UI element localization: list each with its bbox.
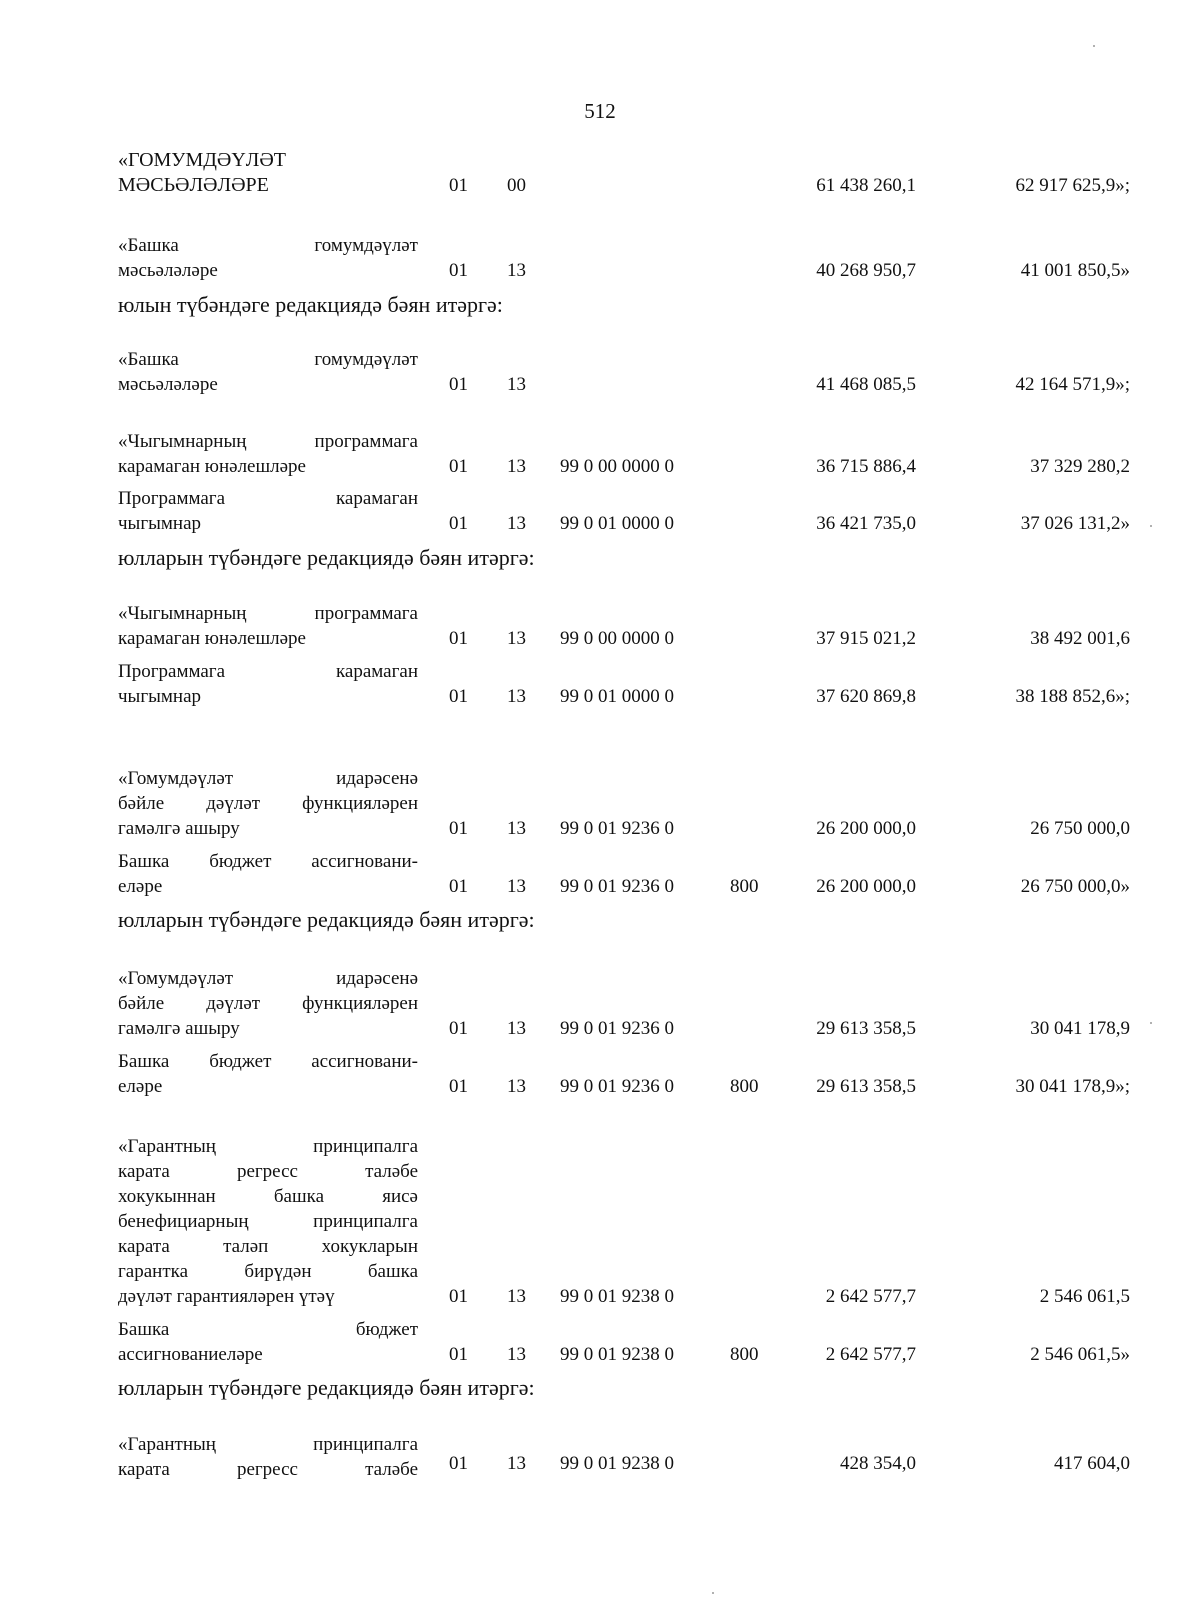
target-article: 99 0 00 0000 0 — [560, 628, 674, 649]
row-name: «Гомумдәүләт идарәсенә бәйле дәүләт функцияләрен гамәлгә ашыру — [118, 968, 418, 1039]
instruction-text: юлларын түбәндәге редакциядә бәян итәргә: — [118, 1375, 535, 1400]
amount-year-1: 2 642 577,7 — [825, 1344, 916, 1365]
amount-year-1: 41 468 085,5 — [816, 374, 916, 395]
amount-year-1: 37 620 869,8 — [816, 686, 916, 707]
scan-speck — [1150, 525, 1152, 527]
scan-speck — [1093, 45, 1095, 47]
instruction-text: юлын түбәндәге редакциядә бәян итәргә: — [118, 292, 503, 317]
subsection-code: 13 — [507, 628, 526, 649]
target-article: 99 0 01 9236 0 — [560, 818, 674, 839]
amount-year-1: 26 200 000,0 — [816, 876, 916, 897]
amount-year-1: 428 354,0 — [840, 1453, 916, 1474]
amount-year-2: 30 041 178,9»; — [1015, 1076, 1130, 1097]
budget-row — [118, 601, 1130, 651]
budget-row — [118, 1432, 1130, 1482]
row-name: «ГОМУМДӘҮЛӘТ МӘСЬӘЛӘЛӘРЕ — [118, 149, 286, 196]
target-article: 99 0 01 9236 0 — [560, 1018, 674, 1039]
row-name: Башка бюджет ассигнованиеләре — [118, 1319, 418, 1365]
target-article: 99 0 00 0000 0 — [560, 456, 674, 477]
target-article: 99 0 01 0000 0 — [560, 686, 674, 707]
section-code: 01 — [449, 686, 468, 707]
amount-year-1: 2 642 577,7 — [825, 1286, 916, 1307]
section-code: 01 — [449, 1076, 468, 1097]
amount-year-1: 36 715 886,4 — [816, 456, 916, 477]
subsection-code: 13 — [507, 456, 526, 477]
budget-row — [118, 966, 1130, 1041]
subsection-code: 13 — [507, 1453, 526, 1474]
row-name: «Башка гомумдәүләт мәсьәләләре — [118, 349, 418, 395]
target-article: 99 0 01 9236 0 — [560, 876, 674, 897]
section-code: 01 — [449, 818, 468, 839]
row-name: Башка бюджет ассигновани- еләре — [118, 851, 418, 897]
budget-row — [118, 1317, 1130, 1367]
amount-year-1: 40 268 950,7 — [816, 260, 916, 281]
target-article: 99 0 01 9236 0 — [560, 1076, 674, 1097]
amount-year-1: 29 613 358,5 — [816, 1018, 916, 1039]
subsection-code: 13 — [507, 1286, 526, 1307]
section-code: 01 — [449, 260, 468, 281]
section-code: 01 — [449, 374, 468, 395]
budget-row — [118, 766, 1130, 841]
amount-year-2: 42 164 571,9»; — [1015, 374, 1130, 395]
section-code: 01 — [449, 1286, 468, 1307]
instruction-text: юлларын түбәндәге редакциядә бәян итәргә: — [118, 545, 535, 570]
subsection-code: 13 — [507, 1018, 526, 1039]
row-name: Программага карамаган чыгымнар — [118, 661, 418, 707]
subsection-code: 13 — [507, 818, 526, 839]
target-article: 99 0 01 0000 0 — [560, 513, 674, 534]
section-code: 01 — [449, 628, 468, 649]
subsection-code: 13 — [507, 260, 526, 281]
amount-year-1: 29 613 358,5 — [816, 1076, 916, 1097]
row-name: Программага карамаган чыгымнар — [118, 488, 418, 534]
row-name: «Чыгымнарның программага карамаган юнәлешләре — [118, 603, 418, 649]
scan-speck — [1150, 1022, 1152, 1024]
section-code: 01 — [449, 175, 468, 196]
section-code: 01 — [449, 1453, 468, 1474]
budget-row — [118, 1134, 1130, 1309]
expense-type: 800 — [730, 876, 759, 897]
row-name: «Башка гомумдәүләт мәсьәләләре — [118, 235, 418, 281]
row-name: «Гомумдәүләт идарәсенә бәйле дәүләт функцияләрен гамәлгә ашыру — [118, 768, 418, 839]
budget-row — [118, 1049, 1130, 1099]
amount-year-2: 37 329 280,2 — [1030, 456, 1130, 477]
subsection-code: 13 — [507, 1344, 526, 1365]
amount-year-2: 2 546 061,5» — [1030, 1344, 1130, 1365]
amount-year-2: 2 546 061,5 — [1039, 1286, 1130, 1307]
amount-year-1: 26 200 000,0 — [816, 818, 916, 839]
amount-year-2: 30 041 178,9 — [1030, 1018, 1130, 1039]
amount-year-2: 37 026 131,2» — [1020, 513, 1130, 534]
amount-year-2: 38 492 001,6 — [1030, 628, 1130, 649]
amount-year-2: 41 001 850,5» — [1020, 260, 1130, 281]
amount-year-2: 26 750 000,0» — [1020, 876, 1130, 897]
expense-type: 800 — [730, 1076, 759, 1097]
budget-row — [118, 659, 1130, 709]
row-name: «Чыгымнарның программага карамаган юнәлешләре — [118, 431, 418, 477]
budget-row — [118, 849, 1130, 899]
budget-row — [118, 347, 1130, 397]
subsection-code: 00 — [507, 175, 526, 196]
row-name: Башка бюджет ассигновани- еләре — [118, 1051, 418, 1097]
section-code: 01 — [449, 513, 468, 534]
row-name: «Гарантның принципалга карата регресс таләбе — [118, 1434, 418, 1480]
subsection-code: 13 — [507, 374, 526, 395]
target-article: 99 0 01 9238 0 — [560, 1344, 674, 1365]
target-article: 99 0 01 9238 0 — [560, 1453, 674, 1474]
amount-year-1: 37 915 021,2 — [816, 628, 916, 649]
page-number: 512 — [584, 99, 616, 123]
section-code: 01 — [449, 1344, 468, 1365]
amount-year-2: 26 750 000,0 — [1030, 818, 1130, 839]
amount-year-2: 38 188 852,6»; — [1015, 686, 1130, 707]
budget-row — [118, 233, 1130, 283]
expense-type: 800 — [730, 1344, 759, 1365]
subsection-code: 13 — [507, 1076, 526, 1097]
budget-row — [118, 429, 1130, 479]
subsection-code: 13 — [507, 876, 526, 897]
subsection-code: 13 — [507, 686, 526, 707]
target-article: 99 0 01 9238 0 — [560, 1286, 674, 1307]
amount-year-1: 61 438 260,1 — [816, 175, 916, 196]
row-name: «Гарантның принципалга карата регресс таләбе хокукыннан башка яисә бенефициарның принципалга карата таләп хокукларын гарантка бирүдән башка дәүләт гарантияләрен үтәү — [118, 1136, 418, 1307]
amount-year-2: 62 917 625,9»; — [1015, 175, 1130, 196]
subsection-code: 13 — [507, 513, 526, 534]
section-code: 01 — [449, 456, 468, 477]
budget-row — [118, 148, 1130, 198]
section-code: 01 — [449, 1018, 468, 1039]
amount-year-2: 417 604,0 — [1054, 1453, 1130, 1474]
amount-year-1: 36 421 735,0 — [816, 513, 916, 534]
budget-row — [118, 486, 1130, 536]
instruction-text: юлларын түбәндәге редакциядә бәян итәргә: — [118, 907, 535, 932]
scan-speck — [712, 1592, 714, 1594]
section-code: 01 — [449, 876, 468, 897]
